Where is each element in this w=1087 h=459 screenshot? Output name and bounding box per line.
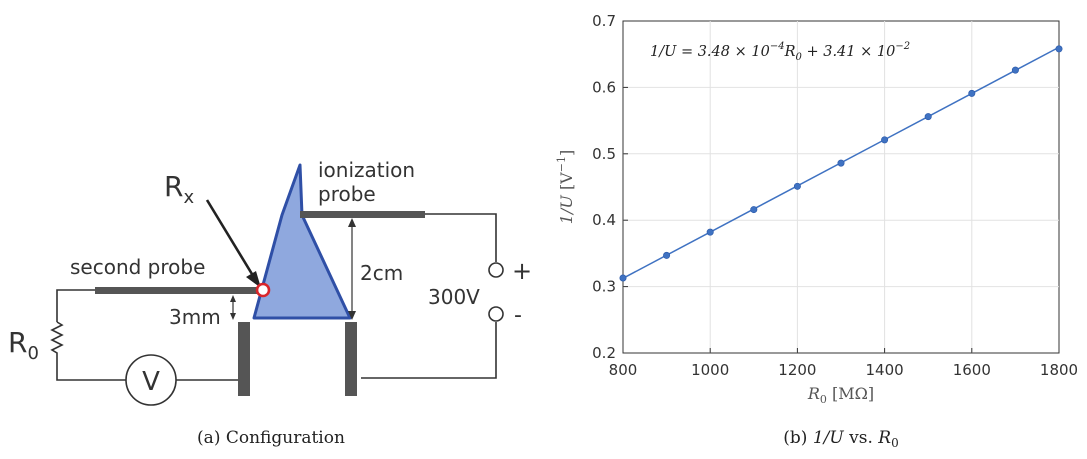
fit-equation: $1/U = 3.48 \times 10^{-4}R_0 + 3.41 \times 10^{-2}$ [650,41,911,63]
three-mm-arrow-bottom [230,313,236,320]
data-point [707,229,713,235]
configuration-diagram [8,158,532,405]
caption-a: (a) Configuration [197,428,345,448]
three-mm-arrow-top [230,295,236,302]
two-cm-label: 2cm [360,261,404,285]
data-point [663,252,669,258]
x-tick-label: 1800 [1039,361,1079,379]
plot-area [623,21,1059,353]
positive-terminal [489,263,503,277]
x-tick-label: 800 [608,361,638,379]
y-axis-label: 1/U $[V^{-1}]$ [555,149,576,225]
second-probe-label: second probe [70,255,206,279]
second-probe-circuit-wire [57,290,95,322]
voltmeter-label: V [142,367,160,397]
rx-contact-point [257,284,269,296]
plus-label: + [512,257,533,285]
voltage-label: 300V [428,285,480,309]
data-point [881,137,887,143]
x-tick-label: 1600 [952,361,991,379]
caption-b: (b) 1/U vs. $R_0$ [783,428,899,450]
data-point [751,206,757,212]
ionization-probe-label-line2: probe [318,182,376,206]
second-probe [95,287,262,294]
data-point [1012,67,1018,73]
minus-label: - [514,303,522,328]
data-point [969,90,975,96]
resistor-r0 [52,322,62,358]
ionization-probe [300,211,425,218]
data-point [620,275,626,281]
x-axis-label: $R_0$ [MΩ] [807,384,875,406]
chart-1-over-u-vs-r0 [555,12,1078,406]
y-tick-label: 0.3 [592,277,616,296]
ionization-circuit-wire [425,214,496,262]
data-point [1056,46,1062,52]
y-tick-label: 0.7 [592,12,616,30]
ground-circuit-wire [361,322,496,378]
y-tick-label: 0.5 [592,144,616,163]
data-point [925,113,931,119]
data-point [838,160,844,166]
r0-label: $R_0$ [8,326,39,364]
x-tick-label: 1200 [778,361,817,379]
rx-label: $R_x$ [164,170,195,208]
ionization-probe-label-line1: ionization [318,158,416,182]
two-cm-arrow-top [348,218,356,227]
y-tick-label: 0.2 [592,344,616,362]
right-electrode [345,322,357,396]
voltmeter-circuit-wire [57,358,126,380]
negative-terminal [489,307,503,321]
three-mm-label: 3mm [169,305,221,329]
x-tick-label: 1400 [865,361,904,379]
left-electrode [238,322,250,396]
y-tick-label: 0.4 [592,211,616,230]
x-tick-label: 1000 [691,361,730,379]
data-point [794,183,800,189]
rx-pointer-line [207,200,255,279]
y-tick-label: 0.6 [592,78,616,97]
